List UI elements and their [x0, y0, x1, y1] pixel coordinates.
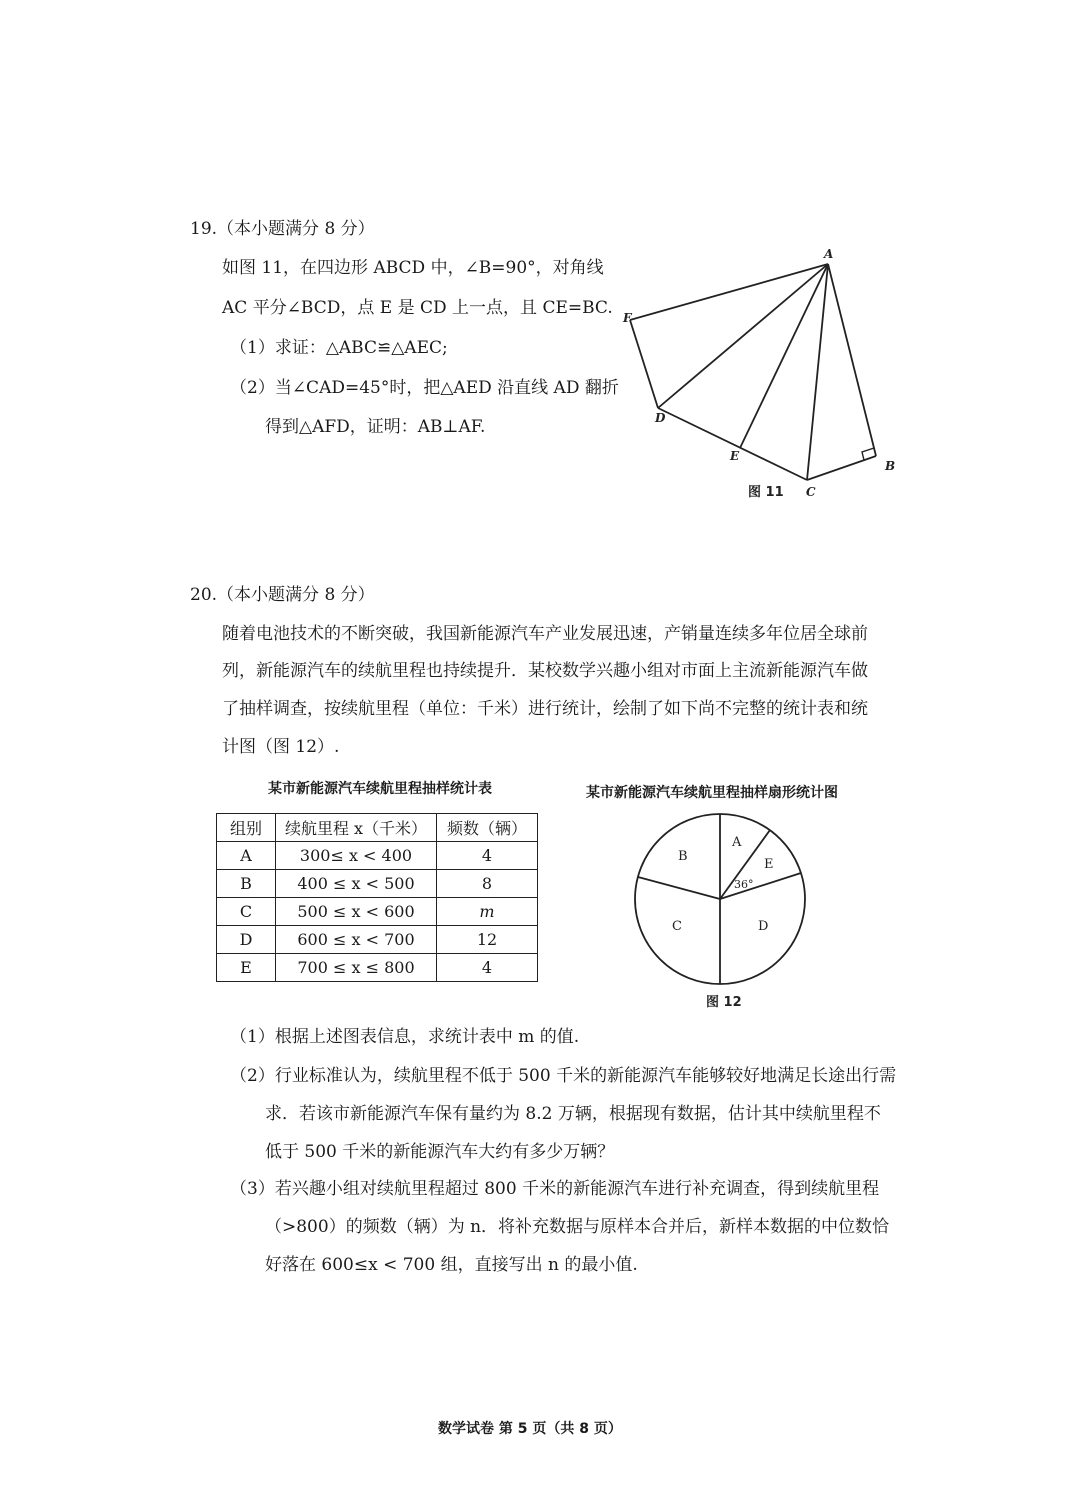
q20-sub-1: （1）根据上述图表信息，求统计表中 m 的值. [230, 1027, 580, 1047]
label-A: A [824, 247, 834, 261]
label-E: E [730, 449, 740, 463]
pie-divider [638, 877, 720, 899]
q20-heading: 20.（本小题满分 8 分） [190, 585, 375, 605]
cell-frequency: m [437, 898, 538, 926]
q20-sub-3-line-1: （3）若兴趣小组对续航里程超过 800 千米的新能源汽车进行补充调查，得到续航里程 [230, 1179, 880, 1199]
q19-text-line-2: AC 平分∠BCD，点 E 是 CD 上一点，且 CE=BC. [222, 298, 613, 318]
pie-title: 某市新能源汽车续航里程抽样扇形统计图 [586, 785, 838, 801]
statistics-table [216, 813, 538, 982]
table-row [217, 926, 538, 954]
table-row [217, 898, 538, 926]
q20-sub-3-line-2: （>800）的频数（辆）为 n．将补充数据与原样本合并后，新样本数据的中位数恰 [265, 1217, 890, 1237]
pie-angle-label: 36° [734, 878, 754, 891]
figure-11-quadrilateral [600, 240, 920, 510]
q20-para-line-2: 列，新能源汽车的续航里程也持续提升．某校数学兴趣小组对市面上主流新能源汽车做 [222, 661, 868, 681]
cell-group: C [217, 898, 276, 926]
table-title: 某市新能源汽车续航里程抽样统计表 [268, 781, 492, 797]
cell-group: B [217, 870, 276, 898]
q20-sub-2-line-2: 求．若该市新能源汽车保有量约为 8.2 万辆，根据现有数据，估计其中续航里程不 [265, 1104, 881, 1124]
q20-sub-3-line-3: 好落在 600≤x < 700 组，直接写出 n 的最小值. [265, 1255, 638, 1275]
segment-DC [658, 408, 807, 480]
figure-11-caption: 图 11 [748, 485, 784, 500]
page-footer: 数学试卷 第 5 页（共 8 页） [438, 1421, 622, 1437]
figure-12-caption: 图 12 [706, 995, 742, 1010]
cell-range: 300≤ x < 400 [276, 842, 437, 870]
q20-para-line-4: 计图（图 12）. [222, 737, 340, 757]
cell-group: A [217, 842, 276, 870]
pie-label-B: B [678, 849, 688, 864]
segment-CB [807, 456, 876, 480]
label-F: F [623, 311, 632, 325]
header-group: 组别 [217, 814, 276, 842]
header-frequency: 频数（辆） [437, 814, 538, 842]
cell-range: 400 ≤ x < 500 [276, 870, 437, 898]
cell-group: E [217, 954, 276, 982]
label-B: B [885, 459, 896, 473]
segment-AE [740, 264, 828, 448]
pie-label-C: C [672, 919, 682, 934]
q19-part-2-cont: 得到△AFD，证明：AB⊥AF. [265, 417, 486, 437]
table-row [217, 842, 538, 870]
table-row [217, 870, 538, 898]
cell-frequency: 4 [437, 954, 538, 982]
q20-sub-2-line-1: （2）行业标准认为，续航里程不低于 500 千米的新能源汽车能够较好地满足长途出行需 [230, 1066, 897, 1086]
q20-sub-2-line-3: 低于 500 千米的新能源汽车大约有多少万辆？ [265, 1142, 615, 1162]
cell-range: 700 ≤ x ≤ 800 [276, 954, 437, 982]
header-range: 续航里程 x（千米） [276, 814, 437, 842]
table-header-row [217, 814, 538, 842]
q20-para-line-3: 了抽样调查，按续航里程（单位：千米）进行统计，绘制了如下尚不完整的统计表和统 [222, 699, 868, 719]
pie-label-E: E [764, 857, 774, 872]
cell-group: D [217, 926, 276, 954]
segment-AC [807, 264, 828, 480]
q19-text-line-1: 如图 11，在四边形 ABCD 中，∠B=90°，对角线 [222, 258, 604, 278]
pie-divider [720, 873, 801, 899]
segment-FD [630, 320, 658, 408]
cell-frequency: 12 [437, 926, 538, 954]
cell-frequency: 8 [437, 870, 538, 898]
label-D: D [655, 411, 666, 425]
q19-heading: 19.（本小题满分 8 分） [190, 219, 375, 239]
pie-label-A: A [732, 835, 742, 850]
label-C: C [806, 485, 816, 499]
pie-label-D: D [758, 919, 769, 934]
q19-part-2: （2）当∠CAD=45°时，把△AED 沿直线 AD 翻折 [230, 378, 619, 398]
cell-range: 500 ≤ x < 600 [276, 898, 437, 926]
cell-range: 600 ≤ x < 700 [276, 926, 437, 954]
q19-part-1: （1）求证：△ABC≌△AEC; [230, 338, 448, 358]
segment-AD [658, 264, 828, 408]
cell-frequency: 4 [437, 842, 538, 870]
segment-BA [828, 264, 876, 456]
segment-AF [630, 264, 828, 320]
q20-para-line-1: 随着电池技术的不断突破，我国新能源汽车产业发展迅速，产销量连续多年位居全球前 [222, 624, 868, 644]
table-row [217, 954, 538, 982]
pie-chart-figure [630, 812, 810, 1022]
